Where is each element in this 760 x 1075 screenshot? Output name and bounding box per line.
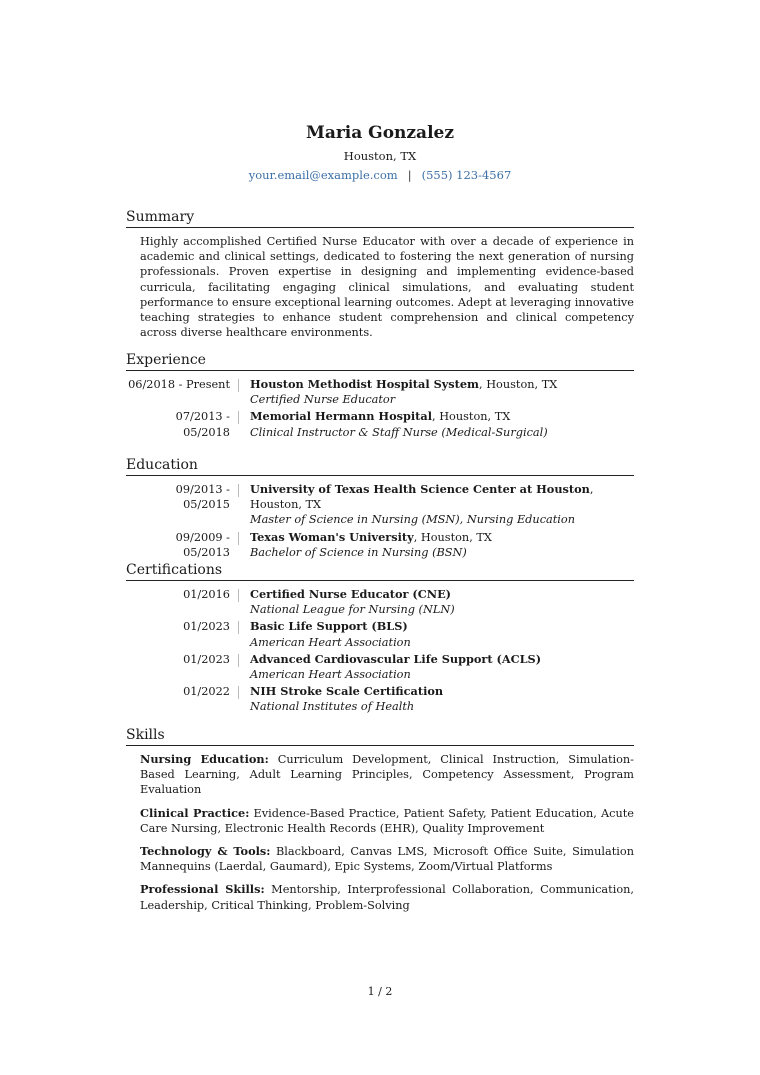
skill-group xyxy=(140,806,634,836)
certification-entry xyxy=(126,684,634,714)
certification-issuer: American Heart Association xyxy=(250,635,411,649)
candidate-name: Maria Gonzalez xyxy=(306,123,454,143)
skill-group xyxy=(140,882,634,912)
skill-list: Mentorship, Interprofessional Collaboration, Communication, Leadership, Critical Thinking, Problem-Solving xyxy=(140,883,634,912)
certification-issuer: National League for Nursing (NLN) xyxy=(250,603,455,617)
certification-name: NIH Stroke Scale Certification xyxy=(250,684,444,699)
entry-location: , Houston, TX xyxy=(479,378,558,391)
contact-line xyxy=(0,166,760,184)
entry-date: 01/2022 xyxy=(183,685,230,699)
education-section xyxy=(126,456,634,562)
section-title-summary: Summary xyxy=(126,209,195,225)
entry-org: Memorial Hermann Hospital xyxy=(250,409,433,424)
skill-group xyxy=(140,844,634,874)
entry-org: Houston Methodist Hospital System xyxy=(250,377,480,391)
entry-date: 06/2018 - Present xyxy=(128,378,230,391)
certification-name: Certified Nurse Educator (CNE) xyxy=(250,587,452,601)
entry-org: University of Texas Health Science Center at Houston xyxy=(250,482,590,496)
entry-date: 09/2009 - 05/2013 xyxy=(175,530,230,559)
summary-text: Highly accomplished Certified Nurse Educator with over a decade of experience in academic and clinical settings, dedicated to fostering the next generation of nursing professionals. Proven expertise in designing and implementing evidence-based curricula, facilitating engaging clinical simulations, and evaluating student performance to ensure exceptional learning outcomes. Adept at leveraging innovative teaching strategies to enhance student comprehension and clinical competency across diverse healthcare environments. xyxy=(140,235,634,340)
skill-list: Blackboard, Canvas LMS, Microsoft Office Suite, Simulation Mannequins (Laerdal, Gaumard), Epic Systems, Zoom/Virtual Platforms xyxy=(140,845,634,874)
certification-issuer: American Heart Association xyxy=(250,668,411,682)
section-divider xyxy=(126,580,634,581)
page-number: 1 / 2 xyxy=(367,985,393,998)
education-entry xyxy=(126,482,634,528)
entry-org: Texas Woman's University xyxy=(250,529,414,544)
skill-category: Professional Skills: xyxy=(140,882,265,897)
education-entry xyxy=(126,530,634,560)
certification-entry xyxy=(126,652,634,682)
candidate-location: Houston, TX xyxy=(343,149,417,163)
certification-entry xyxy=(126,587,634,617)
entry-date: 09/2013 - 05/2015 xyxy=(175,483,230,512)
section-title-experience: Experience xyxy=(126,352,206,368)
section-divider xyxy=(126,475,634,476)
certification-entry xyxy=(126,619,634,649)
phone-link[interactable]: (555) 123-4567 xyxy=(421,168,512,182)
entry-degree: Bachelor of Science in Nursing (BSN) xyxy=(250,545,467,559)
entry-date: 01/2023 xyxy=(183,620,230,634)
certification-issuer: National Institutes of Health xyxy=(250,700,415,714)
summary-section xyxy=(126,208,634,340)
skill-category: Nursing Education: xyxy=(140,752,269,766)
skill-category: Clinical Practice: xyxy=(140,805,250,820)
entry-role: Certified Nurse Educator xyxy=(250,393,396,407)
skill-list: Evidence-Based Practice, Patient Safety, Patient Education, Acute Care Nursing, Electronic Health Records (EHR), Quality Improvement xyxy=(140,806,634,835)
entry-location: , Houston, TX xyxy=(413,530,492,544)
skill-list: Curriculum Development, Clinical Instruction, Simulation-Based Learning, Adult Learning Principles, Competency Assessment, Program Evaluation xyxy=(140,753,634,797)
entry-location: , Houston, TX xyxy=(250,483,594,512)
email-link[interactable]: your.email@example.com xyxy=(248,168,398,182)
experience-section xyxy=(126,351,634,442)
section-divider xyxy=(126,370,634,371)
entry-date: 01/2023 xyxy=(183,652,230,666)
section-title-education: Education xyxy=(126,457,198,473)
experience-entry xyxy=(126,377,634,407)
section-divider xyxy=(126,227,634,228)
entry-location: , Houston, TX xyxy=(432,410,511,424)
certification-name: Advanced Cardiovascular Life Support (ACLS) xyxy=(250,651,542,666)
section-divider xyxy=(126,745,634,746)
entry-date: 07/2013 - 05/2018 xyxy=(175,410,230,439)
experience-entry xyxy=(126,409,634,439)
contact-separator: | xyxy=(407,168,412,182)
section-title-certifications: Certifications xyxy=(126,562,223,578)
skill-category: Technology & Tools: xyxy=(140,844,271,859)
certifications-section xyxy=(126,561,634,717)
skills-section xyxy=(126,726,634,921)
resume-header xyxy=(0,121,760,184)
section-title-skills: Skills xyxy=(126,727,165,743)
certification-name: Basic Life Support (BLS) xyxy=(250,619,408,634)
entry-role: Clinical Instructor & Staff Nurse (Medical-Surgical) xyxy=(250,425,548,439)
entry-date: 01/2016 xyxy=(183,588,230,601)
entry-degree: Master of Science in Nursing (MSN), Nursing Education xyxy=(250,513,575,527)
skill-group xyxy=(140,752,634,798)
